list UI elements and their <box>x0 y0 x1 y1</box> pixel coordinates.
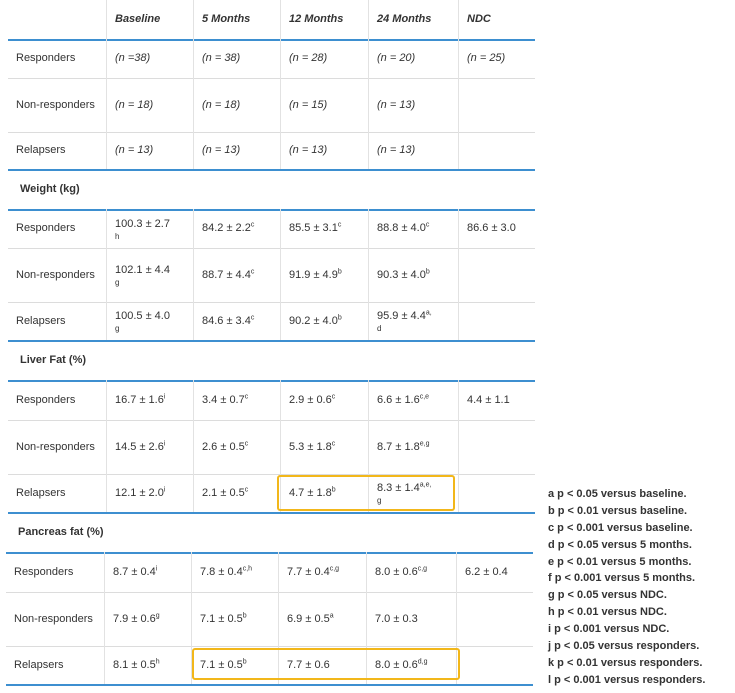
table-row <box>8 420 535 475</box>
row-label-text: Responders <box>16 393 76 406</box>
cell-value: 4.7 ± 1.8 <box>289 486 332 499</box>
table-cell <box>369 420 459 474</box>
cell-value-line <box>202 486 248 501</box>
cell-value-line <box>113 612 160 627</box>
cell-value-line <box>377 393 429 408</box>
table-cell <box>459 248 535 302</box>
cell-value-line <box>113 565 157 580</box>
superscript-marker: i <box>163 392 166 400</box>
column-header-label: NDC <box>467 13 491 25</box>
cell-value: 102.1 ± 4.4 <box>115 264 170 276</box>
cell-content <box>200 565 252 580</box>
section-title <box>20 340 86 380</box>
cell-value: 8.0 ± 0.6 <box>375 565 418 578</box>
table-cell <box>194 420 281 474</box>
table-row <box>8 380 535 421</box>
table-cell <box>281 39 369 78</box>
cell-content <box>115 440 165 455</box>
cell-value: 6.9 ± 0.5 <box>287 612 330 625</box>
row-label-text: Responders <box>14 565 74 578</box>
section-title <box>20 169 80 209</box>
table-cell <box>107 302 194 340</box>
cell-content <box>200 612 247 627</box>
column-header-label: Baseline <box>115 13 161 25</box>
cell-value: 14.5 ± 2.6 <box>115 440 164 453</box>
cell-value: 8.7 ± 0.4 <box>113 565 156 578</box>
section-header-row <box>8 169 535 211</box>
cell-content <box>467 393 510 408</box>
table-row <box>8 209 535 249</box>
superscript-marker: b <box>242 657 247 665</box>
superscript-marker: c <box>331 439 336 447</box>
cell-content <box>377 221 429 236</box>
superscript-marker: a, <box>425 309 432 317</box>
cell-value: (n = 15) <box>289 98 328 111</box>
table-cell <box>369 380 459 420</box>
superscript-marker: i <box>155 564 158 572</box>
table-cell <box>459 39 535 78</box>
superscript-marker: c <box>244 439 249 447</box>
cell-content <box>113 658 160 673</box>
section-title-text: Weight (kg) <box>20 183 80 195</box>
table-cell <box>107 39 194 78</box>
cell-value: (n = 20) <box>377 52 416 64</box>
table-cell <box>281 302 369 340</box>
cell-value: 88.7 ± 4.4 <box>202 268 251 281</box>
cell-value: (n = 13) <box>202 144 241 156</box>
cell-value: (n = 25) <box>467 52 506 64</box>
superscript-marker: b <box>425 267 430 275</box>
legend-item: d p < 0.05 versus 5 months. <box>548 538 692 551</box>
superscript-marker: c <box>425 221 430 229</box>
table-row <box>8 474 535 514</box>
cell-value-line <box>465 565 508 580</box>
table-cell <box>107 380 194 420</box>
superscript-marker: i <box>163 439 166 447</box>
table-cell <box>281 132 369 169</box>
cell-content <box>289 221 341 236</box>
table-cell <box>279 592 367 646</box>
cell-value: (n =38) <box>115 52 151 64</box>
cell-value-line <box>200 565 252 580</box>
table-cell <box>192 552 279 592</box>
column-header <box>459 0 535 39</box>
table-cell <box>281 248 369 302</box>
row-label <box>8 78 107 132</box>
table-row <box>8 248 535 303</box>
table-cell <box>281 209 369 248</box>
superscript-marker: b <box>337 313 342 321</box>
cell-value: 7.8 ± 0.4 <box>200 565 243 578</box>
row-label-text: Non-responders <box>16 268 95 281</box>
cell-content <box>377 309 432 333</box>
cell-content <box>202 268 254 283</box>
row-label-text: Responders <box>16 222 76 234</box>
table-cell <box>107 248 194 302</box>
cell-content <box>377 268 430 283</box>
cell-content <box>202 440 248 455</box>
row-label <box>8 39 107 78</box>
table-cell <box>369 78 459 132</box>
cell-value-line <box>289 393 335 408</box>
cell-value-line <box>289 314 342 329</box>
table-cell <box>281 78 369 132</box>
cell-value: 3.4 ± 0.7 <box>202 393 245 406</box>
cell-value: 95.9 ± 4.4 <box>377 310 426 322</box>
legend-item: e p < 0.01 versus 5 months. <box>548 555 692 568</box>
row-label-text: Responders <box>16 52 76 64</box>
cell-value: 7.7 ± 0.6 <box>287 658 330 671</box>
table-cell <box>105 646 192 684</box>
legend-item: i p < 0.001 versus NDC. <box>548 623 670 636</box>
cell-value-line <box>377 221 429 236</box>
cell-value-line <box>467 221 516 236</box>
cell-value-line <box>377 268 430 283</box>
cell-content <box>115 309 170 333</box>
table-cell <box>281 420 369 474</box>
row-label-text: Non-responders <box>16 440 95 453</box>
row-label-text: Non-responders <box>14 612 93 625</box>
cell-value: 8.7 ± 1.8 <box>377 440 420 453</box>
cell-value-line <box>202 314 254 329</box>
row-label <box>8 420 107 474</box>
table-cell <box>457 552 533 592</box>
wrapped-marker: g <box>115 278 120 287</box>
legend-item: c p < 0.001 versus baseline. <box>548 521 693 534</box>
column-header <box>281 0 369 39</box>
row-label-text: Relapsers <box>16 486 66 499</box>
column-header <box>194 0 281 39</box>
table-cell <box>457 646 533 684</box>
cell-value-line <box>377 440 429 455</box>
cell-value: (n = 28) <box>289 52 328 64</box>
row-label <box>8 380 107 420</box>
table-cell <box>194 474 281 512</box>
cell-content <box>115 217 170 241</box>
cell-content <box>202 314 254 329</box>
table-cell <box>194 132 281 169</box>
cell-value-line <box>377 309 432 324</box>
superscript-marker: c,g <box>329 564 340 572</box>
cell-content <box>113 565 157 580</box>
cell-content <box>287 612 334 627</box>
table-cell <box>369 39 459 78</box>
table-cell <box>194 209 281 248</box>
cell-value-line <box>289 268 342 283</box>
cell-value: 88.8 ± 4.0 <box>377 222 426 234</box>
table-cell <box>194 380 281 420</box>
cell-value-line <box>289 221 341 236</box>
table-row <box>8 302 535 342</box>
section-header-row <box>6 512 533 554</box>
table-cell <box>459 380 535 420</box>
table-cell <box>367 592 457 646</box>
superscript-marker: b <box>331 485 336 493</box>
table-row <box>8 132 535 171</box>
legend-item: f p < 0.001 versus 5 months. <box>548 572 696 585</box>
cell-content <box>289 393 335 408</box>
superscript-marker: a,e, <box>419 481 432 489</box>
cell-value-line <box>202 268 254 283</box>
highlight-box <box>192 648 460 680</box>
cell-content <box>115 486 165 501</box>
superscript-marker: c,h <box>242 564 253 572</box>
superscript-marker: d,g <box>417 657 428 665</box>
cell-content <box>113 612 160 627</box>
table-cell <box>107 209 194 248</box>
cell-value: 84.2 ± 2.2 <box>202 222 251 234</box>
table-cell <box>459 78 535 132</box>
cell-value: (n = 18) <box>115 98 154 111</box>
superscript-marker: g <box>155 611 160 619</box>
legend-item: b p < 0.01 versus baseline. <box>548 504 688 517</box>
table-cell <box>459 302 535 340</box>
cell-value: 100.5 ± 4.0 <box>115 310 170 322</box>
cell-value: 7.7 ± 0.4 <box>287 565 330 578</box>
wrapped-marker: g <box>115 324 120 333</box>
cell-value-line <box>115 440 165 455</box>
table-cell <box>279 552 367 592</box>
cell-content <box>289 268 342 283</box>
superscript-marker: e,g <box>419 439 430 447</box>
table-cell <box>459 420 535 474</box>
row-label <box>8 209 107 248</box>
cell-value: 7.0 ± 0.3 <box>375 612 418 625</box>
cell-value: 84.6 ± 3.4 <box>202 314 251 327</box>
row-label <box>8 132 107 169</box>
cell-value-line <box>202 221 254 236</box>
column-header-label: 24 Months <box>377 13 432 25</box>
row-label <box>6 552 105 592</box>
cell-value-line <box>115 393 165 408</box>
table-cell <box>459 132 535 169</box>
legend-item: l p < 0.001 versus responders. <box>548 673 706 686</box>
cell-value: 85.5 ± 3.1 <box>289 222 338 234</box>
cell-value-line <box>113 658 160 673</box>
superscript-marker: b <box>242 611 247 619</box>
legend-item: j p < 0.05 versus responders. <box>548 640 700 653</box>
section-title-text: Pancreas fat (%) <box>18 526 104 538</box>
significance-legend <box>548 486 705 689</box>
cell-value: 6.6 ± 1.6 <box>377 393 420 406</box>
table-cell <box>369 248 459 302</box>
legend-item: a p < 0.05 versus baseline. <box>548 488 687 500</box>
cell-value-line <box>202 440 248 455</box>
table-cell <box>107 474 194 512</box>
superscript-marker: c <box>250 267 255 275</box>
row-label-text: Relapsers <box>16 314 66 327</box>
superscript-marker: c <box>244 485 249 493</box>
cell-content <box>375 612 418 627</box>
cell-content <box>115 393 165 408</box>
cell-content <box>202 221 254 236</box>
cell-content <box>289 314 342 329</box>
superscript-marker: c,g <box>417 564 428 572</box>
cell-value-line <box>115 309 170 324</box>
column-header <box>369 0 459 39</box>
table-cell <box>369 209 459 248</box>
cell-value-line <box>115 263 170 278</box>
superscript-marker: b <box>337 267 342 275</box>
legend-item: g p < 0.05 versus NDC. <box>548 589 667 602</box>
cell-value: 4.4 ± 1.1 <box>467 393 510 406</box>
superscript-marker: c <box>331 392 336 400</box>
cell-value: 90.2 ± 4.0 <box>289 314 338 327</box>
cell-value-line <box>375 612 418 627</box>
cell-value-line <box>467 393 510 408</box>
cell-value: (n = 13) <box>377 98 416 111</box>
cell-value-line <box>375 565 427 580</box>
cell-value: 2.6 ± 0.5 <box>202 440 245 453</box>
section-title-text: Liver Fat (%) <box>20 354 87 366</box>
cell-value: 16.7 ± 1.6 <box>115 393 164 406</box>
cell-content <box>377 440 429 455</box>
superscript-marker: i <box>163 485 166 493</box>
cell-value-line <box>115 217 170 232</box>
table-cell <box>194 302 281 340</box>
table-cell <box>194 248 281 302</box>
section-title <box>18 512 104 552</box>
table-cell <box>457 592 533 646</box>
table-cell <box>192 592 279 646</box>
superscript-marker: c <box>244 392 249 400</box>
superscript-marker: h <box>155 657 160 665</box>
table-cell <box>369 132 459 169</box>
row-label-text: Relapsers <box>14 658 64 671</box>
cell-value: (n = 18) <box>202 98 241 111</box>
cell-value: 2.9 ± 0.6 <box>289 393 332 406</box>
cell-value: 2.1 ± 0.5 <box>202 486 245 499</box>
table-row <box>6 552 533 593</box>
table-cell <box>107 132 194 169</box>
table-cell <box>194 39 281 78</box>
row-label <box>8 302 107 340</box>
cell-content <box>375 565 427 580</box>
superscript-marker: c <box>250 221 255 229</box>
cell-value-line <box>287 565 339 580</box>
table-cell <box>107 420 194 474</box>
cell-value-line <box>289 440 335 455</box>
cell-value: 90.3 ± 4.0 <box>377 268 426 281</box>
table-cell <box>107 78 194 132</box>
superscript-marker: c <box>337 221 342 229</box>
cell-content <box>202 393 248 408</box>
wrapped-marker: d <box>377 324 382 333</box>
superscript-marker: c,e <box>419 392 430 400</box>
row-label <box>8 474 107 512</box>
cell-value: 86.6 ± 3.0 <box>467 222 516 234</box>
cell-value: (n = 13) <box>289 144 328 156</box>
cell-value: 5.3 ± 1.8 <box>289 440 332 453</box>
cell-value: 7.9 ± 0.6 <box>113 612 156 625</box>
cell-value: (n = 13) <box>377 144 416 156</box>
section-header-row <box>8 340 535 382</box>
cell-content <box>115 263 170 287</box>
cell-content <box>287 565 339 580</box>
cell-value-line <box>115 486 165 501</box>
table-cell <box>459 474 535 512</box>
table-cell <box>369 302 459 340</box>
legend-item: h p < 0.01 versus NDC. <box>548 606 667 619</box>
cell-value: 91.9 ± 4.9 <box>289 268 338 281</box>
cell-value: 8.3 ± 1.4 <box>377 482 420 494</box>
table-cell <box>194 78 281 132</box>
cell-value-line <box>287 612 334 627</box>
cell-value-line <box>200 612 247 627</box>
cell-value: 7.1 ± 0.5 <box>200 658 243 671</box>
cell-content <box>202 486 248 501</box>
table-cell <box>281 380 369 420</box>
cell-value: 6.2 ± 0.4 <box>465 565 508 578</box>
highlight-box <box>277 475 455 511</box>
cell-content <box>465 565 508 580</box>
table-row <box>8 39 535 79</box>
table-cell <box>459 209 535 248</box>
cell-value: 12.1 ± 2.0 <box>115 486 164 499</box>
column-header-label: 12 Months <box>289 13 344 25</box>
superscript-marker: c <box>250 313 255 321</box>
cell-value: 100.3 ± 2.7 <box>115 217 170 230</box>
cell-content <box>289 440 335 455</box>
table-cell <box>105 592 192 646</box>
column-header <box>8 0 107 39</box>
cell-value: (n = 38) <box>202 52 241 64</box>
cell-value: 8.0 ± 0.6 <box>375 658 418 671</box>
legend-item: k p < 0.01 versus responders. <box>548 656 703 669</box>
table-row <box>8 78 535 133</box>
cell-value: 7.1 ± 0.5 <box>200 612 243 625</box>
wrapped-marker: h <box>115 231 120 241</box>
table-header-row <box>8 0 535 41</box>
cell-content <box>377 393 429 408</box>
row-label <box>8 248 107 302</box>
table-row <box>6 592 533 647</box>
row-label-text: Non-responders <box>16 98 95 111</box>
cell-value: (n = 13) <box>115 144 154 156</box>
row-label <box>6 646 105 684</box>
column-header-label: 5 Months <box>202 13 251 25</box>
wrapped-marker: g <box>377 496 382 505</box>
table-cell <box>105 552 192 592</box>
superscript-marker: a <box>329 611 334 619</box>
row-label-text: Relapsers <box>16 144 66 156</box>
cell-value: 8.1 ± 0.5 <box>113 658 156 671</box>
column-header <box>107 0 194 39</box>
row-label <box>6 592 105 646</box>
cell-content <box>467 221 516 236</box>
cell-value-line <box>202 393 248 408</box>
table-cell <box>367 552 457 592</box>
